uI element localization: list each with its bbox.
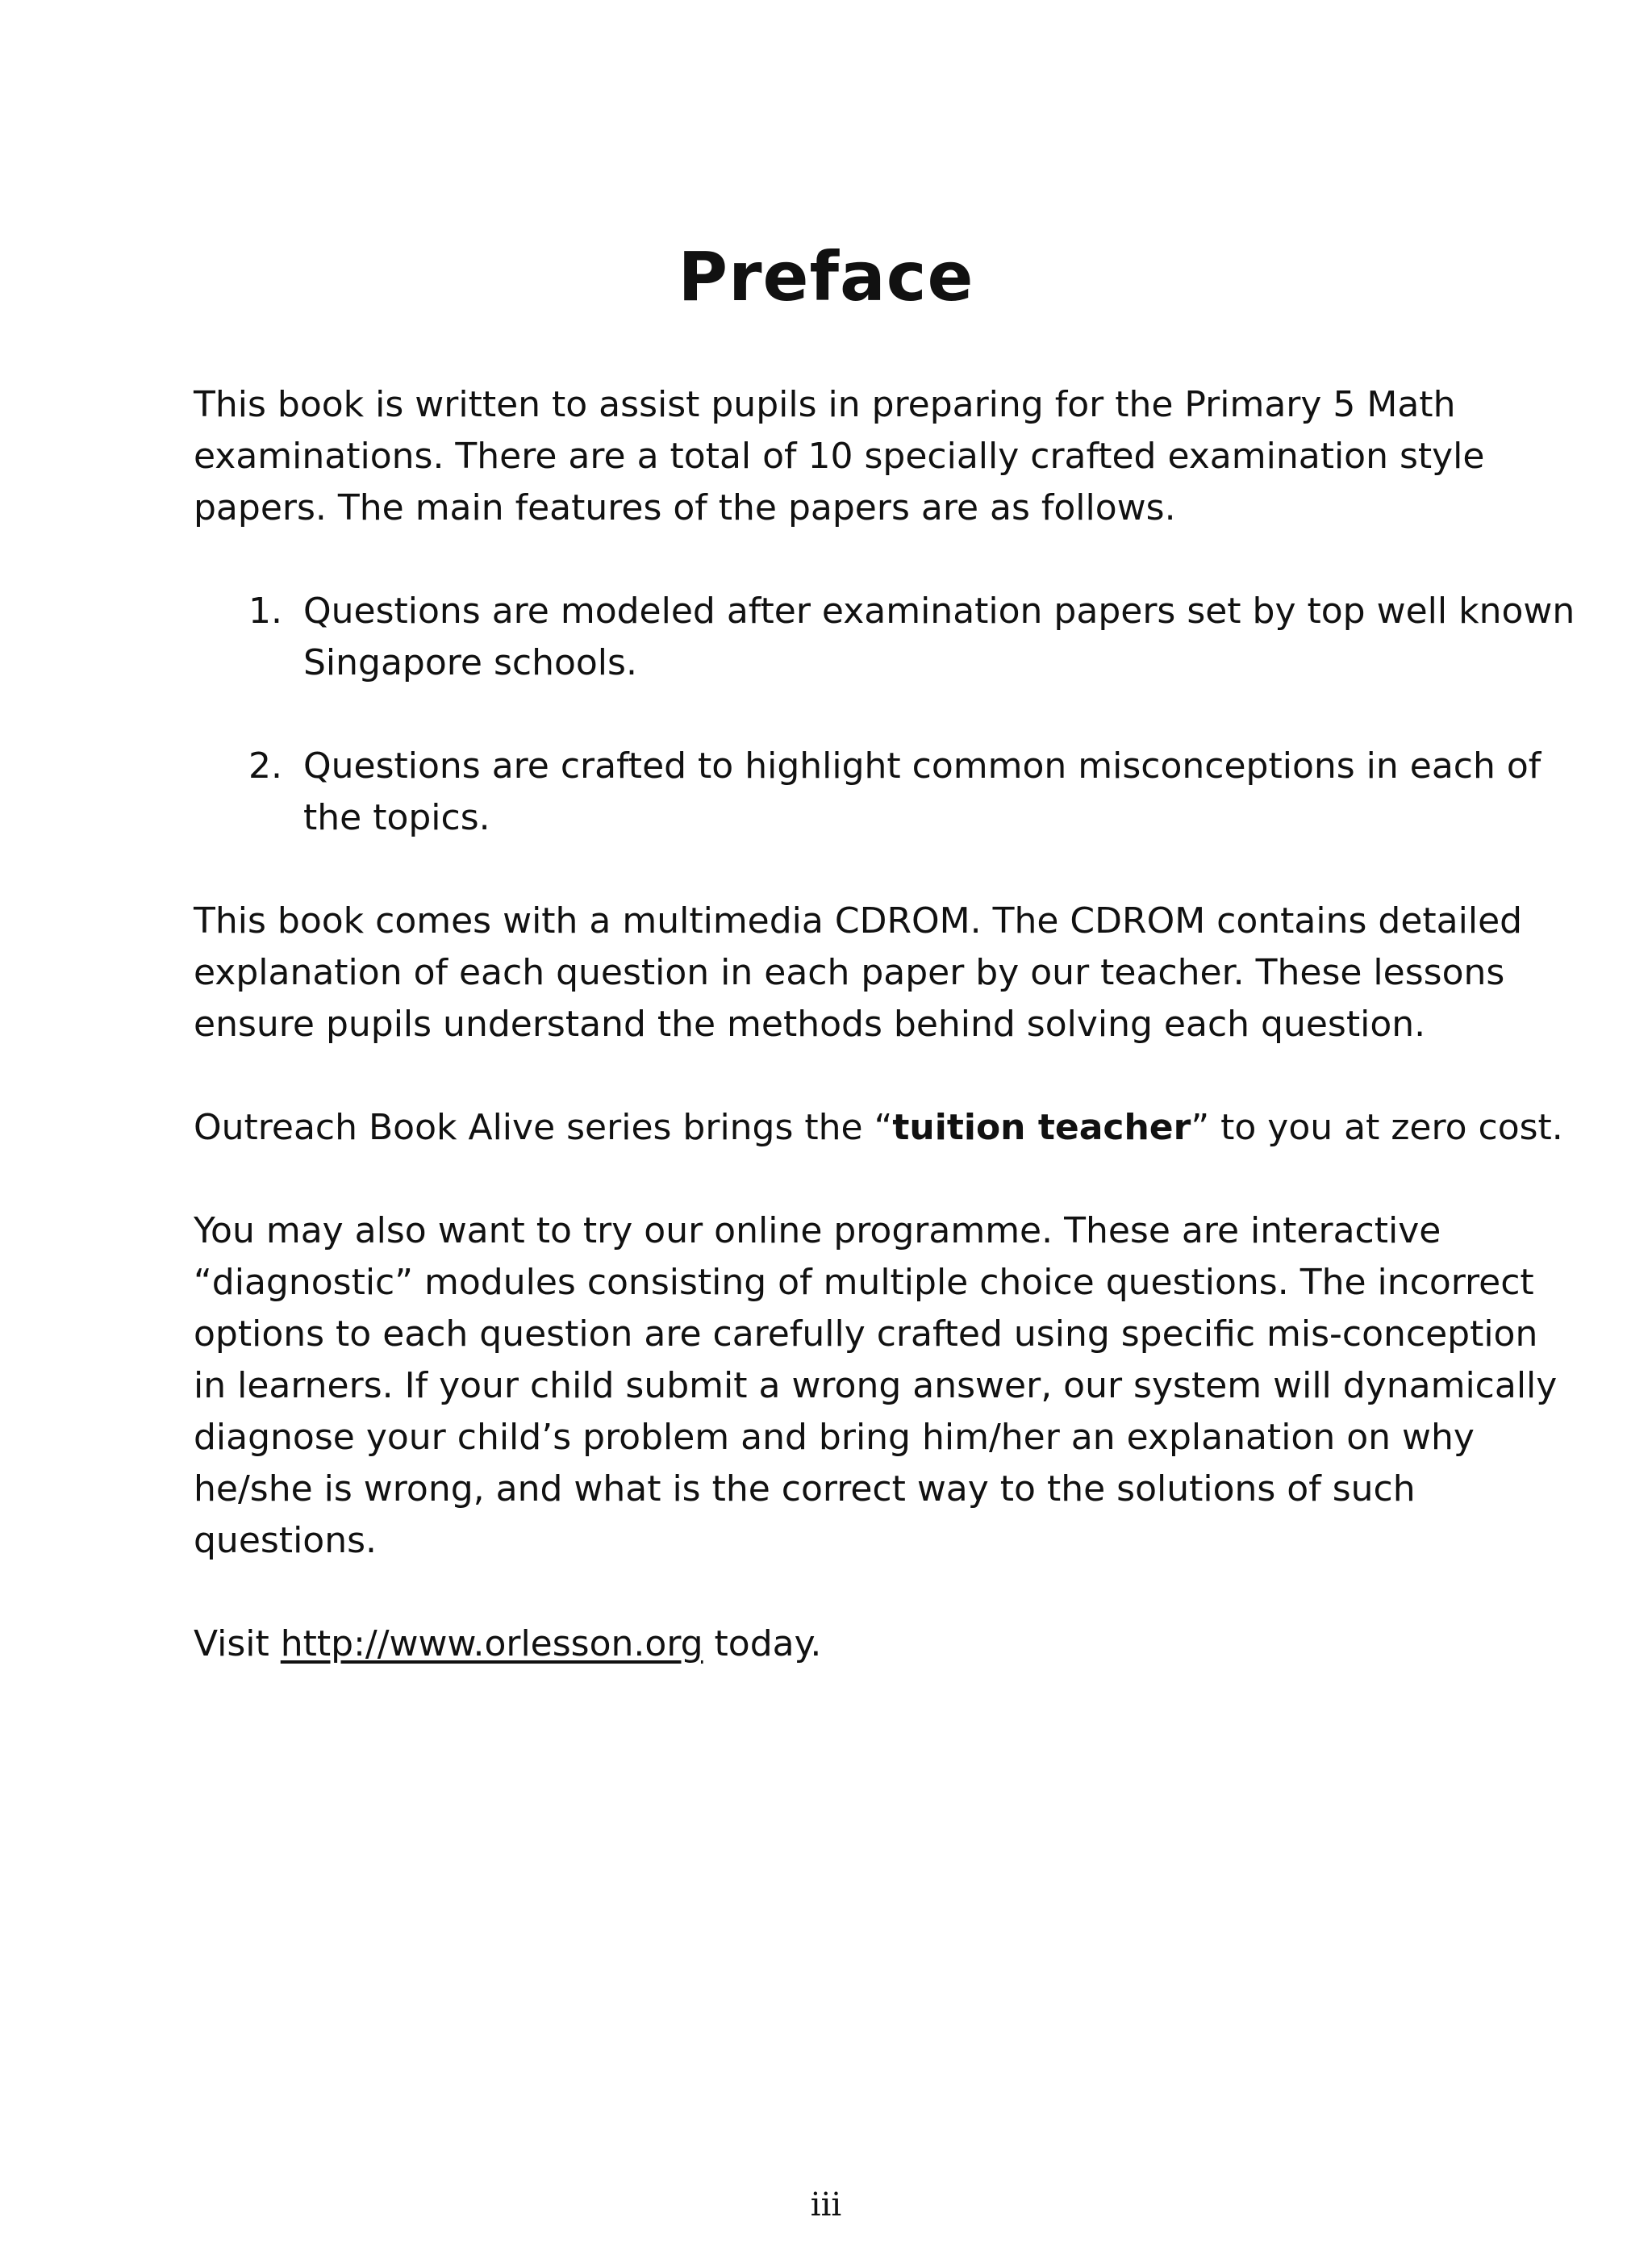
list-item [194, 586, 1581, 689]
online-paragraph: You may also want to try our online programme. These are interactive “diagnostic” modules consisting of multiple choice questions. The incorrect options to each question are carefully crafted using specific mis-conception in learners. If your child submit a wrong answer, our system will dynamically diagnose your child’s problem and bring him/her an explanation on why he/she is wrong, and what is the correct way to the solutions of such questions. [194, 1210, 1558, 1561]
visit-text-before: Visit [194, 1623, 281, 1664]
page-title: Preface [678, 237, 974, 316]
page-number: iii [810, 2186, 842, 2224]
list-item-number: 1. [248, 591, 282, 632]
visit-paragraph [194, 1618, 1581, 1670]
series-text-before: Outreach Book Alive series brings the “ [194, 1107, 893, 1148]
tuition-teacher-emphasis: tuition teacher [892, 1107, 1191, 1148]
preface-body [194, 379, 1581, 1722]
features-list [194, 586, 1581, 844]
website-link[interactable]: http://www.orlesson.org [280, 1623, 703, 1664]
list-item-text: Questions are modeled after examination papers set by top well known Singapore schools. [303, 591, 1575, 683]
list-item-number: 2. [248, 745, 282, 787]
series-paragraph [194, 1102, 1581, 1154]
cdrom-paragraph: This book comes with a multimedia CDROM. The CDROM contains detailed explanation of each question in each paper by our teacher. These lessons ensure pupils understand the methods behind solving each question. [194, 900, 1523, 1045]
list-item [194, 741, 1581, 844]
intro-paragraph: This book is written to assist pupils in preparing for the Primary 5 Math examinations. There are a total of 10 specially crafted examination style papers. The main features of the papers are as follows. [194, 384, 1485, 528]
visit-text-after: today. [703, 1623, 822, 1664]
list-item-text: Questions are crafted to highlight common misconceptions in each of the topics. [303, 745, 1541, 838]
series-text-after: ” to you at zero cost. [1191, 1107, 1563, 1148]
